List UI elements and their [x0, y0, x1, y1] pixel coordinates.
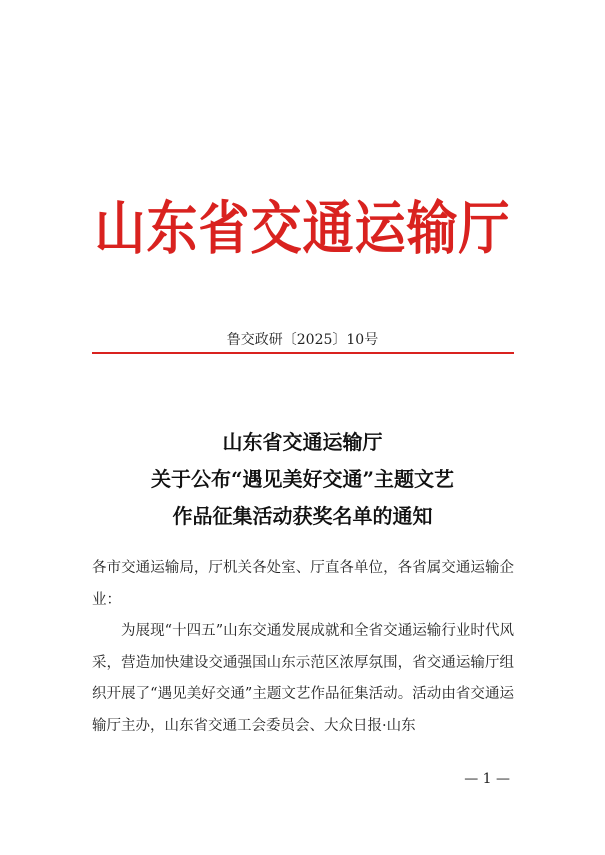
salutation: 各市交通运输局，厅机关各处室、厅直各单位，各省属交通运输企业：	[92, 560, 514, 608]
title-line-2: 关于公布“遇见美好交通”主题文艺	[150, 467, 454, 491]
masthead-org-name: 山东省交通运输厅	[94, 195, 511, 263]
page-number: — 1 —	[464, 771, 510, 787]
notice-body	[92, 553, 514, 742]
document-number: 鲁交政研〔2025〕10号	[226, 332, 379, 348]
title-line-3: 作品征集活动获奖名单的通知	[172, 504, 433, 528]
title-line-1: 山东省交通运输厅	[222, 430, 383, 454]
red-divider-line	[92, 352, 514, 354]
body-paragraph: 为展现“十四五”山东交通发展成就和全省交通运输行业时代风采，营造加快建设交通强国山东示范区浓厚氛围，省交通运输厅组织开展了“遇见美好交通”主题文艺作品征集活动。活动由省交通运输厅主办，山东省交通工会委员会、大众日报·山东	[92, 623, 514, 734]
notice-title	[0, 424, 605, 535]
